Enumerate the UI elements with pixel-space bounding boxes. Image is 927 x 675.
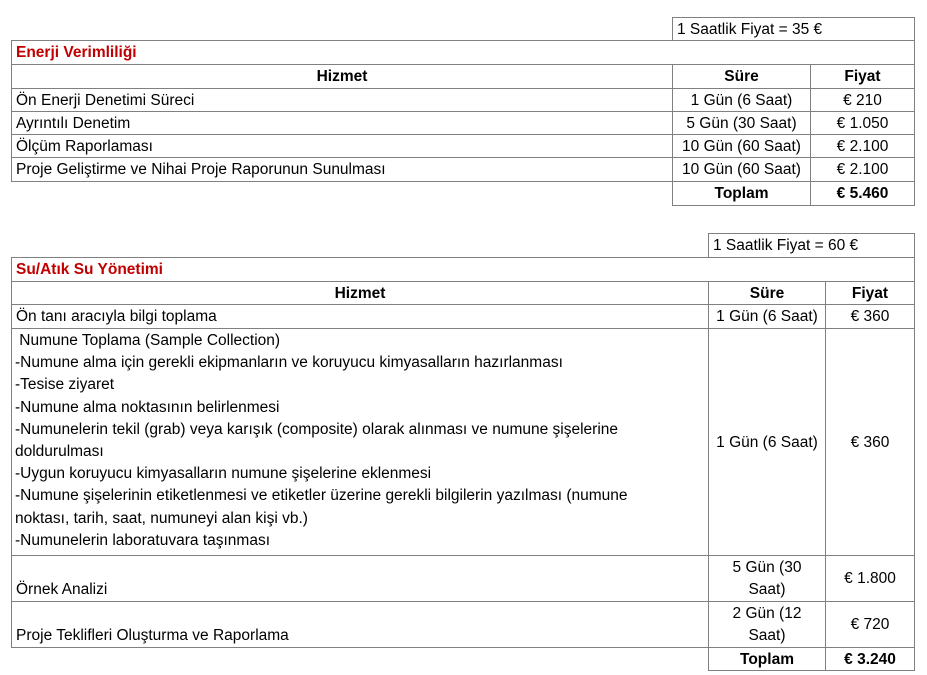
duration-cell: 10 Gün (60 Saat) xyxy=(672,134,811,158)
duration-cell: 1 Gün (6 Saat) xyxy=(708,304,826,329)
energy-hourly-rate: 1 Saatlik Fiyat = 35 € xyxy=(672,17,915,41)
duration-line: 2 Gün (12 xyxy=(732,604,802,622)
price-cell: € 2.100 xyxy=(810,134,915,158)
price-cell: € 2.100 xyxy=(810,157,915,182)
service-cell: Ön tanı aracıyla bilgi toplama xyxy=(11,304,709,329)
service-cell: Ölçüm Raporlaması xyxy=(11,134,673,158)
service-cell: Ön Enerji Denetimi Süreci xyxy=(11,88,673,112)
service-cell-multiline xyxy=(11,328,709,556)
energy-header-duration: Süre xyxy=(672,64,811,89)
energy-header-price: Fiyat xyxy=(810,64,915,89)
service-line: -Numunelerin laboratuvara taşınması xyxy=(15,531,271,549)
water-total-label: Toplam xyxy=(708,647,826,671)
water-total-value: € 3.240 xyxy=(825,647,915,671)
service-line: doldurulması xyxy=(15,443,104,461)
price-cell: € 360 xyxy=(825,304,915,329)
energy-total-label: Toplam xyxy=(672,181,811,206)
duration-cell: 5 Gün (30 Saat) xyxy=(672,111,811,135)
service-cell: Proje Teklifleri Oluşturma ve Raporlama xyxy=(11,601,709,648)
duration-line: Saat) xyxy=(748,626,786,644)
energy-header-service: Hizmet xyxy=(11,64,673,89)
duration-cell xyxy=(708,601,826,648)
energy-total-value: € 5.460 xyxy=(810,181,915,206)
price-cell: € 360 xyxy=(825,328,915,556)
service-line: -Numunelerin tekil (grab) veya karışık (composite) olarak alınması ve numune şişelerine xyxy=(15,420,619,438)
price-cell: € 1.050 xyxy=(810,111,915,135)
duration-cell: 1 Gün (6 Saat) xyxy=(708,328,826,556)
price-cell: € 720 xyxy=(825,601,915,648)
duration-cell: 10 Gün (60 Saat) xyxy=(672,157,811,182)
water-header-service: Hizmet xyxy=(11,281,709,305)
water-header-duration: Süre xyxy=(708,281,826,305)
service-line: -Numune şişelerinin etiketlenmesi ve etiketler üzerine gerekli bilgilerin yazılması (numune xyxy=(15,487,628,505)
service-line: -Uygun koruyucu kimyasalların numune şişelerine eklenmesi xyxy=(15,465,432,483)
duration-line: 5 Gün (30 xyxy=(732,558,802,576)
water-hourly-rate: 1 Saatlik Fiyat = 60 € xyxy=(708,233,915,258)
service-line: Numune Toplama (Sample Collection) xyxy=(15,332,281,349)
energy-section-title: Enerji Verimliliği xyxy=(11,40,915,65)
service-line: -Tesise ziyaret xyxy=(15,376,115,394)
water-header-price: Fiyat xyxy=(825,281,915,305)
duration-cell: 1 Gün (6 Saat) xyxy=(672,88,811,112)
price-cell: € 1.800 xyxy=(825,555,915,602)
duration-line: Saat) xyxy=(748,580,786,598)
water-section-title: Su/Atık Su Yönetimi xyxy=(11,257,915,282)
service-cell: Örnek Analizi xyxy=(11,555,709,602)
price-cell: € 210 xyxy=(810,88,915,112)
service-line: noktası, tarih, saat, numuneyi alan kişi vb.) xyxy=(15,509,308,527)
service-line: -Numune alma noktasının belirlenmesi xyxy=(15,398,280,416)
service-line: -Numune alma için gerekli ekipmanların ve koruyucu kimyasalların hazırlanması xyxy=(15,354,563,372)
service-cell: Ayrıntılı Denetim xyxy=(11,111,673,135)
duration-cell xyxy=(708,555,826,602)
service-cell: Proje Geliştirme ve Nihai Proje Raporunun Sunulması xyxy=(11,157,673,182)
